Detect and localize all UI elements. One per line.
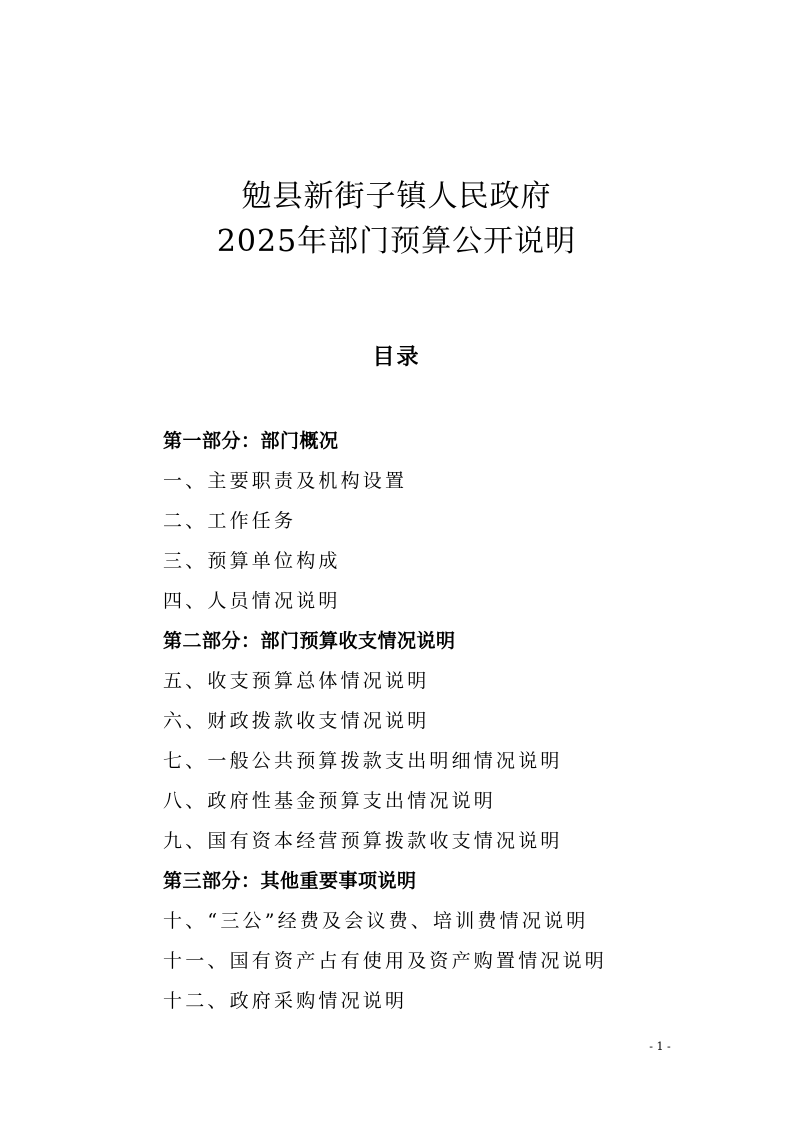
toc-part-1: 第一部分：部门概况 — [163, 430, 339, 452]
toc-heading: 目录 — [372, 345, 421, 370]
toc-item-1: 一、主要职责及机构设置 — [163, 470, 408, 492]
toc-item-11: 十一、国有资产占有使用及资产购置情况说明 — [163, 950, 608, 972]
toc-part-2: 第二部分：部门预算收支情况说明 — [163, 630, 456, 652]
page-number: - 1 - — [649, 1040, 671, 1053]
toc-part-3: 第三部分：其他重要事项说明 — [163, 870, 417, 892]
toc-item-7: 七、一般公共预算拨款支出明细情况说明 — [163, 750, 563, 772]
toc-item-2: 二、工作任务 — [163, 510, 297, 532]
toc-item-12: 十二、政府采购情况说明 — [163, 990, 408, 1012]
toc-item-6: 六、财政拨款收支情况说明 — [163, 710, 430, 732]
toc-item-3: 三、预算单位构成 — [163, 550, 341, 572]
toc-item-9: 九、国有资本经营预算拨款收支情况说明 — [163, 830, 563, 852]
table-of-contents — [163, 426, 723, 1026]
toc-item-8: 八、政府性基金预算支出情况说明 — [163, 790, 497, 812]
toc-item-4: 四、人员情况说明 — [163, 590, 341, 612]
document-title-line-2: 2025年部门预算公开说明 — [216, 224, 577, 259]
toc-item-5: 五、收支预算总体情况说明 — [163, 670, 430, 692]
document-title-line-1: 勉县新街子镇人民政府 — [241, 179, 552, 214]
toc-item-10: 十、“三公”经费及会议费、培训费情况说明 — [163, 910, 589, 932]
